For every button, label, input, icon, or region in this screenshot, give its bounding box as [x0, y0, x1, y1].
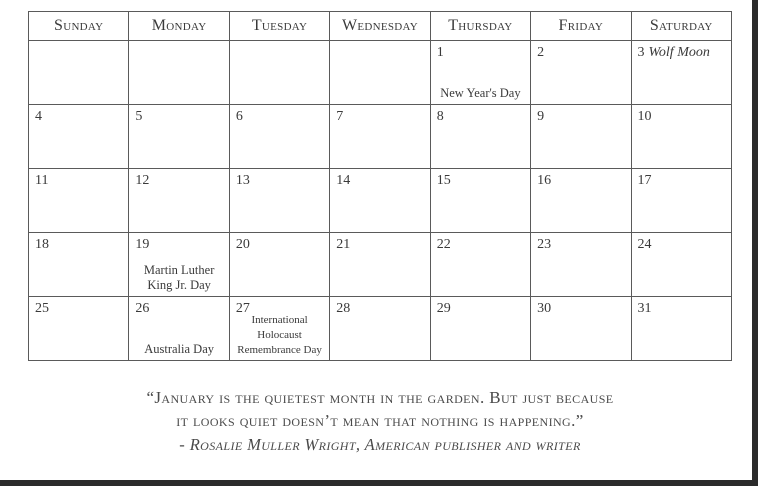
day-number-value: 13: [235, 173, 250, 188]
day-number: [638, 45, 710, 61]
day-number: [537, 45, 544, 61]
day-number: [537, 301, 551, 317]
day-number-value: 18: [35, 237, 49, 252]
quote-attribution: - Rosalie Muller Wright, American publisher and writer: [179, 435, 581, 454]
day-cell-2: [531, 41, 631, 105]
day-cell-3: [631, 41, 731, 105]
day-cell-14: [330, 169, 430, 233]
empty-day-cell: [29, 41, 129, 105]
empty-day-cell: [129, 41, 229, 105]
weekday-header-wednesday: Wednesday: [330, 12, 430, 41]
day-number: [236, 109, 243, 125]
empty-day-cell: [229, 41, 329, 105]
day-cell-22: [430, 233, 530, 297]
day-number-value: 12: [135, 173, 150, 188]
day-number: [35, 173, 48, 189]
day-cell-11: [29, 169, 129, 233]
day-number: [638, 109, 652, 125]
day-number-value: 19: [135, 237, 150, 252]
day-number-value: 28: [336, 301, 351, 316]
day-number: [236, 237, 250, 253]
day-number-value: 4: [35, 109, 42, 124]
week-row: [29, 233, 732, 297]
day-cell-23: [531, 233, 631, 297]
day-cell-17: [631, 169, 731, 233]
day-number-value: 25: [35, 301, 49, 316]
day-number-value: 23: [537, 237, 552, 252]
day-cell-27: [229, 297, 329, 361]
weekday-header-sunday: Sunday: [29, 12, 129, 41]
day-cell-31: [631, 297, 731, 361]
quote-line-2: it looks quiet doesn’t mean that nothing is happening.”: [176, 411, 584, 430]
day-number-value: 31: [637, 301, 652, 316]
day-cell-7: [330, 105, 430, 169]
day-number-value: 6: [235, 109, 243, 124]
holiday-label: Australia Day: [144, 342, 215, 356]
day-number-value: 30: [537, 301, 552, 316]
day-number-value: 21: [336, 237, 351, 252]
day-cell-26: [129, 297, 229, 361]
day-number: [537, 173, 551, 189]
day-number: [638, 173, 652, 189]
day-cell-6: [229, 105, 329, 169]
day-number: [135, 173, 149, 189]
day-number-value: 14: [336, 173, 351, 188]
day-number-value: 3: [637, 45, 645, 60]
day-number: [537, 237, 551, 253]
holiday-label: International Holocaust Remembrance Day: [237, 314, 322, 356]
day-cell-10: [631, 105, 731, 169]
empty-day-cell: [330, 41, 430, 105]
day-number: [236, 173, 250, 189]
day-cell-16: [531, 169, 631, 233]
holiday-label: Martin Luther King Jr. Day: [143, 263, 215, 292]
week-row: [29, 41, 732, 105]
day-number-value: 29: [436, 301, 451, 316]
day-number-value: 5: [135, 109, 143, 124]
calendar-weeks: [29, 41, 732, 361]
day-number-value: 2: [537, 45, 545, 60]
day-cell-4: [29, 105, 129, 169]
day-cell-9: [531, 105, 631, 169]
day-number: [336, 237, 350, 253]
moon-phase-label: Wolf Moon: [648, 45, 710, 60]
day-cell-19: [129, 233, 229, 297]
day-number-value: 11: [35, 173, 49, 188]
day-cell-13: [229, 169, 329, 233]
weekday-header-row: [29, 12, 732, 41]
day-number: [336, 109, 343, 125]
day-number: [135, 109, 142, 125]
day-number: [437, 45, 444, 61]
day-cell-28: [330, 297, 430, 361]
day-number: [537, 109, 544, 125]
day-number-value: 1: [436, 45, 444, 60]
day-number-value: 10: [637, 109, 652, 124]
day-number: [35, 301, 49, 317]
weekday-header-thursday: Thursday: [430, 12, 530, 41]
weekday-header-monday: Monday: [129, 12, 229, 41]
weekday-header-friday: Friday: [531, 12, 631, 41]
day-cell-18: [29, 233, 129, 297]
day-number-value: 7: [336, 109, 344, 124]
day-cell-20: [229, 233, 329, 297]
day-cell-21: [330, 233, 430, 297]
day-number-value: 26: [135, 301, 150, 316]
day-cell-24: [631, 233, 731, 297]
day-number-value: 16: [537, 173, 552, 188]
day-number-value: 8: [436, 109, 444, 124]
day-cell-30: [531, 297, 631, 361]
day-cell-29: [430, 297, 530, 361]
day-number: [336, 301, 350, 317]
day-number-value: 27: [235, 301, 250, 316]
window-edge-right: [752, 0, 758, 486]
day-number: [336, 173, 350, 189]
day-number: [638, 301, 652, 317]
day-number-value: 15: [436, 173, 451, 188]
day-number: [437, 173, 451, 189]
weekday-header-saturday: Saturday: [631, 12, 731, 41]
day-number-value: 24: [637, 237, 652, 252]
day-cell-12: [129, 169, 229, 233]
day-cell-1: [430, 41, 530, 105]
day-number: [35, 109, 42, 125]
quote-line-1: “January is the quietest month in the garden. But just because: [146, 388, 614, 407]
day-number: [35, 237, 49, 253]
month-calendar-grid: [28, 11, 732, 361]
day-number: [638, 237, 652, 253]
week-row: [29, 297, 732, 361]
day-number-value: 20: [235, 237, 250, 252]
day-number: [437, 109, 444, 125]
weekday-header-tuesday: Tuesday: [229, 12, 329, 41]
day-number-value: 9: [537, 109, 545, 124]
window-edge-bottom: [0, 480, 758, 486]
day-number: [135, 237, 149, 253]
day-number: [135, 301, 149, 317]
day-number: [437, 301, 451, 317]
day-number-value: 17: [637, 173, 652, 188]
week-row: [29, 169, 732, 233]
holiday-label: New Year's Day: [440, 86, 521, 100]
day-number-value: 22: [436, 237, 451, 252]
week-row: [29, 105, 732, 169]
day-cell-15: [430, 169, 530, 233]
day-cell-8: [430, 105, 530, 169]
day-cell-5: [129, 105, 229, 169]
day-cell-25: [29, 297, 129, 361]
day-number: [437, 237, 451, 253]
